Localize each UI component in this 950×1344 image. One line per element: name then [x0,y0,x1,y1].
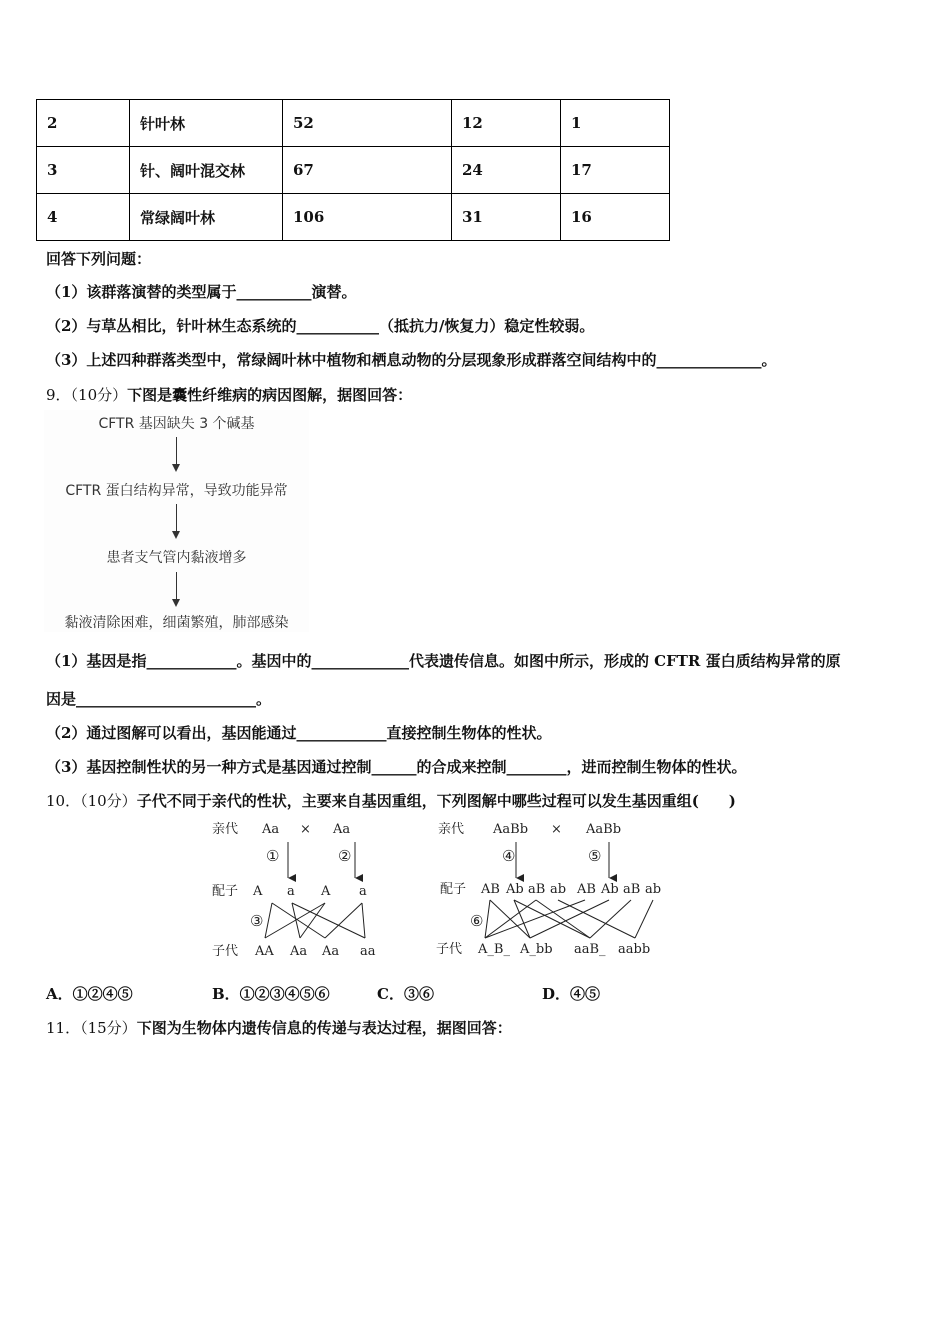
q9-sub2: （2）通过图解可以看出，基因能通过____________直接控制生物体的性状。 [46,724,552,742]
option-b[interactable]: B．①②③④⑤⑥ [212,985,330,1003]
flow-step: 黏液清除困难，细菌繁殖，肺部感染 [64,615,289,631]
gamete: Ab [506,882,524,897]
gamete: aB [623,882,641,897]
fertilization-lines [485,900,653,938]
q8-intro: 回答下列问题： [46,250,152,268]
offspring: A_bb [520,942,553,957]
table-cell: 24 [452,147,561,194]
option-a[interactable]: A．①②④⑤ [46,985,133,1003]
parent-genotype: Aa [262,822,280,837]
offspring: Aa [322,944,340,959]
gamete: A [321,884,331,899]
parent-genotype: AaBb [493,822,529,837]
question-number: 9．（10分） [46,386,128,404]
offspring: AA [255,944,274,959]
gamete-label: 配子 [440,882,467,897]
offspring-label: 子代 [436,942,463,957]
gamete: a [359,884,367,899]
gamete: Ab [601,882,619,897]
table-cell: 106 [283,194,452,241]
parent-genotype: AaBb [586,822,622,837]
table-cell: 3 [37,147,130,194]
q8-sub3: （3）上述四种群落类型中，常绿阔叶林中植物和栖息动物的分层现象形成群落空间结构中的______________。 [46,351,777,369]
table-cell: 17 [561,147,670,194]
q8-sub2: （2）与草丛相比，针叶林生态系统的___________（抵抗力/恢复力）稳定性较弱。 [46,317,595,335]
table-cell: 4 [37,194,130,241]
gamete: AB [577,882,596,897]
process-number: ② [338,847,352,865]
question-title: 子代不同于亲代的性状，主要来自基因重组，下列图解中哪些过程可以发生基因重组( ) [136,792,736,810]
gamete: ab [550,882,567,897]
table-cell: 针、阔叶混交林 [130,147,283,194]
gamete-label: 配子 [212,884,239,899]
parent-genotype: Aa [333,822,351,837]
fertilization-lines [265,903,365,938]
table-cell: 31 [452,194,561,241]
process-number: ③ [250,912,264,930]
question-title: 下图为生物体内遗传信息的传递与表达过程，据图回答： [136,1019,512,1037]
gamete: A [253,884,263,899]
table-cell: 16 [561,194,670,241]
table-cell: 1 [561,100,670,147]
parent-label: 亲代 [212,822,239,837]
flow-step: CFTR 基因缺失 3 个碱基 [98,416,255,432]
offspring: aaB_ [574,942,606,957]
gamete: aB [528,882,546,897]
process-number: ④ [502,847,516,865]
q9-sub3: （3）基因控制性状的另一种方式是基因通过控制______的合成来控制________，进而控制生物体的性状。 [46,758,747,776]
offspring: A_B_ [478,942,510,957]
offspring: Aa [290,944,308,959]
offspring: aabb [618,942,651,957]
process-number: ⑥ [470,912,484,930]
flow-step: CFTR 蛋白结构异常，导致功能异常 [65,483,288,499]
gamete: AB [481,882,500,897]
process-number: ① [266,847,280,865]
table-cell: 67 [283,147,452,194]
offspring-label: 子代 [212,944,239,959]
table-cell: 2 [37,100,130,147]
offspring: aa [360,944,376,959]
question-number: 11．（15分） [46,1019,137,1037]
q11-heading [46,1017,512,1038]
table-cell: 12 [452,100,561,147]
parent-label: 亲代 [438,822,465,837]
question-number: 10．（10分） [46,792,137,810]
cross-symbol: × [300,822,311,837]
cross-symbol: × [551,822,562,837]
gamete: a [287,884,295,899]
flow-step: 患者支气管内黏液增多 [106,550,247,566]
option-d[interactable]: D．④⑤ [542,985,601,1003]
process-number: ⑤ [588,847,602,865]
table-cell: 常绿阔叶林 [130,194,283,241]
q8-sub1: （1）该群落演替的类型属于__________演替。 [46,283,357,301]
question-title: 下图是囊性纤维病的病因图解，据图回答： [127,386,413,404]
option-c[interactable]: C．③⑥ [377,985,434,1003]
table-cell: 52 [283,100,452,147]
gamete: ab [645,882,662,897]
q9-sub1b: 因是________________________。 [46,690,272,708]
table-cell: 针叶林 [130,100,283,147]
q9-sub1a: （1）基因是指____________。基因中的_____________代表遗传信息。如图中所示，形成的 CFTR 蛋白质结构异常的原 [46,652,841,670]
